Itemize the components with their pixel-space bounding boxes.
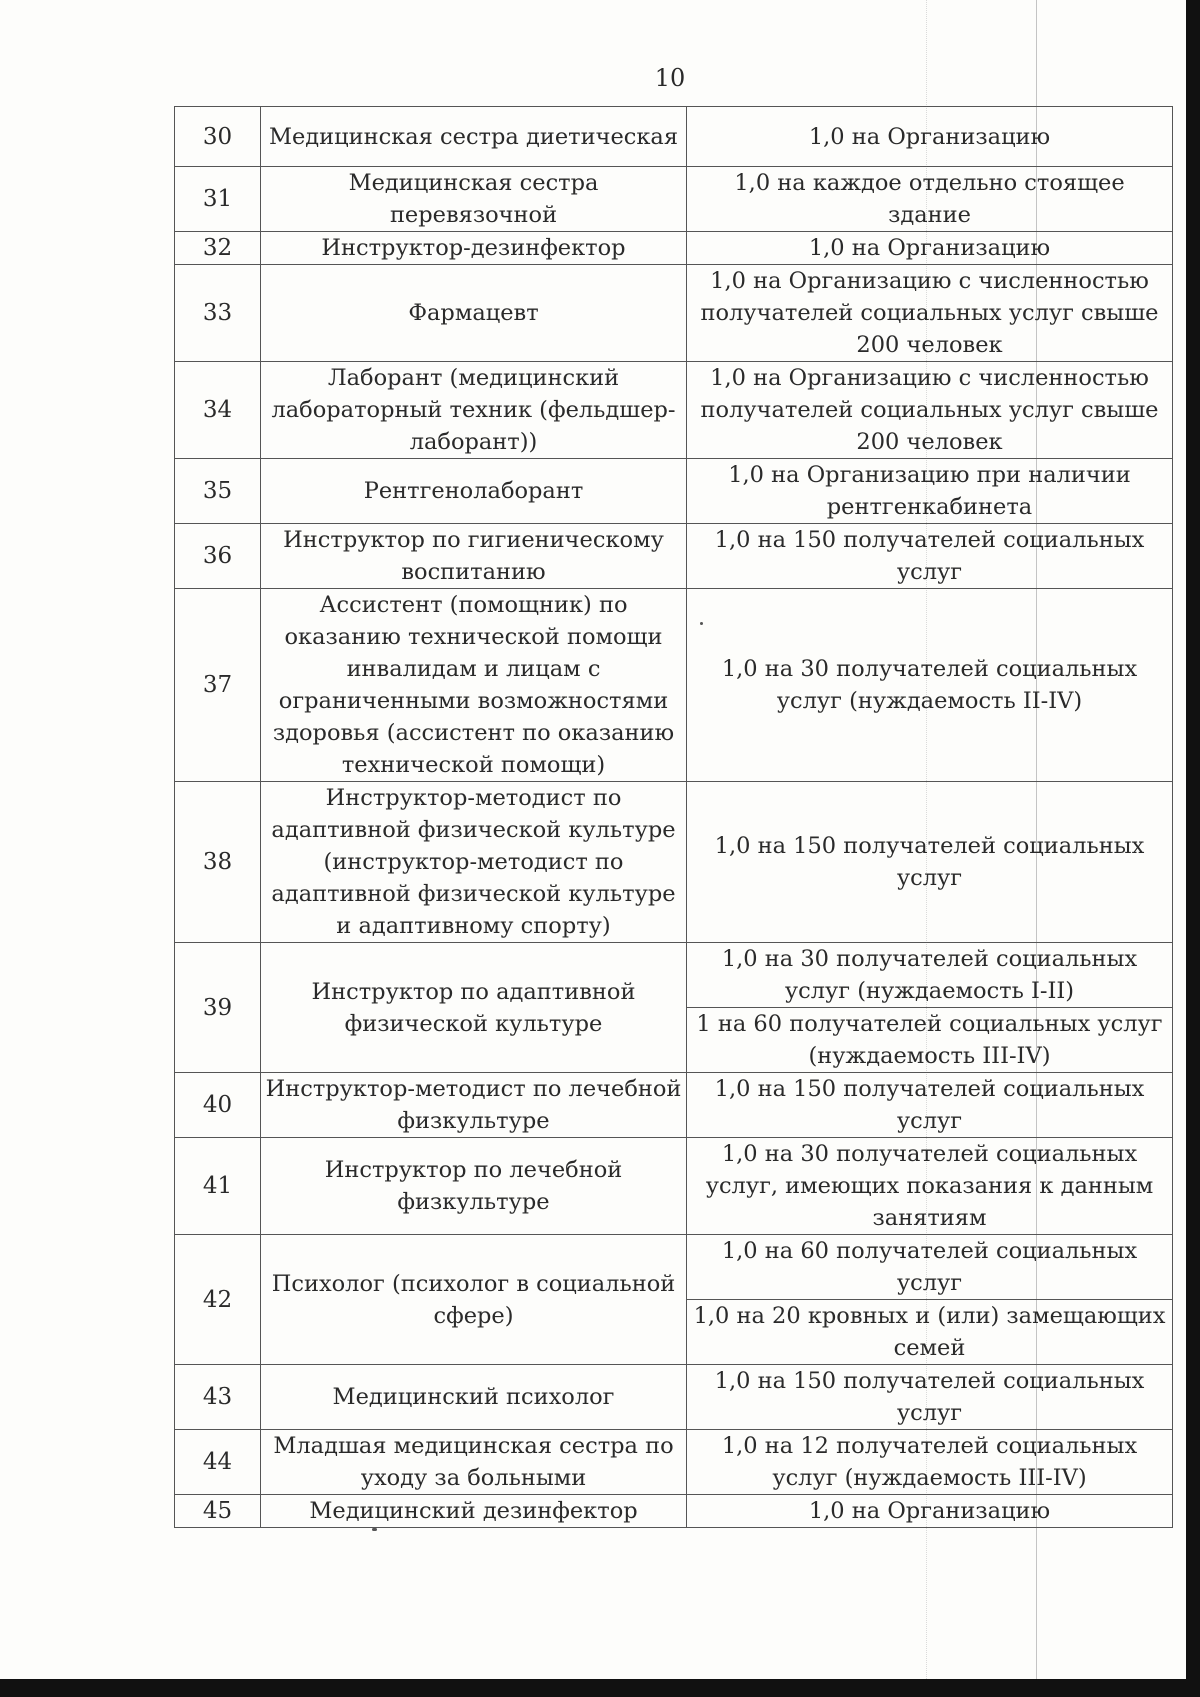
row-number: 35 bbox=[175, 459, 261, 524]
staffing-norm: 1,0 на Организацию при наличии рентгенкабинета bbox=[687, 459, 1173, 524]
position-title: Психолог (психолог в социальной сфере) bbox=[261, 1235, 687, 1365]
staffing-table-body bbox=[175, 107, 1173, 1528]
staffing-norm: 1,0 на 150 получателей социальных услуг bbox=[687, 524, 1173, 589]
page-number: 10 bbox=[654, 64, 686, 92]
staffing-norm: 1,0 на 30 получателей социальных услуг (нуждаемость I-II) bbox=[687, 943, 1173, 1008]
table-row bbox=[175, 782, 1173, 943]
staffing-norm: 1,0 на 150 получателей социальных услуг bbox=[687, 1365, 1173, 1430]
table-row bbox=[175, 524, 1173, 589]
position-title: Рентгенолаборант bbox=[261, 459, 687, 524]
position-title: Медицинская сестра перевязочной bbox=[261, 167, 687, 232]
scan-edge-right bbox=[1186, 0, 1200, 1697]
staffing-norm: 1,0 на каждое отдельно стоящее здание bbox=[687, 167, 1173, 232]
staffing-norm: 1,0 на 150 получателей социальных услуг bbox=[687, 782, 1173, 943]
staffing-norm: 1,0 на Организацию bbox=[687, 1495, 1173, 1528]
table-row bbox=[175, 1235, 1173, 1300]
row-number: 37 bbox=[175, 589, 261, 782]
staffing-table bbox=[174, 106, 1173, 1528]
row-number: 40 bbox=[175, 1073, 261, 1138]
position-title: Инструктор-дезинфектор bbox=[261, 232, 687, 265]
row-number: 30 bbox=[175, 107, 261, 167]
table-row bbox=[175, 167, 1173, 232]
position-title: Медицинская сестра диетическая bbox=[261, 107, 687, 167]
row-number: 34 bbox=[175, 362, 261, 459]
position-title: Инструктор по гигиеническому воспитанию bbox=[261, 524, 687, 589]
staffing-norm: 1,0 на 30 получателей социальных услуг, имеющих показания к данным занятиям bbox=[687, 1138, 1173, 1235]
table-row bbox=[175, 943, 1173, 1008]
position-title: Фармацевт bbox=[261, 265, 687, 362]
table-row bbox=[175, 1138, 1173, 1235]
position-title: Младшая медицинская сестра по уходу за больными bbox=[261, 1430, 687, 1495]
row-number: 42 bbox=[175, 1235, 261, 1365]
row-number: 32 bbox=[175, 232, 261, 265]
staffing-norm: 1,0 на Организацию с численностью получателей социальных услуг свыше 200 человек bbox=[687, 265, 1173, 362]
position-title: Инструктор по адаптивной физической культуре bbox=[261, 943, 687, 1073]
row-number: 36 bbox=[175, 524, 261, 589]
row-number: 39 bbox=[175, 943, 261, 1073]
position-title: Инструктор-методист по лечебной физкультуре bbox=[261, 1073, 687, 1138]
position-title: Ассистент (помощник) по оказанию технической помощи инвалидам и лицам с ограниченными возможностями здоровья (ассистент по оказанию технической помощи) bbox=[261, 589, 687, 782]
position-title: Инструктор по лечебной физкультуре bbox=[261, 1138, 687, 1235]
position-title: Лаборант (медицинский лабораторный техник (фельдшер-лаборант)) bbox=[261, 362, 687, 459]
staffing-norm: 1,0 на 30 получателей социальных услуг (нуждаемость II-IV) bbox=[687, 589, 1173, 782]
row-number: 44 bbox=[175, 1430, 261, 1495]
table-row bbox=[175, 1365, 1173, 1430]
table-row bbox=[175, 1495, 1173, 1528]
staffing-norm: 1,0 на Организацию bbox=[687, 107, 1173, 167]
table-row bbox=[175, 1430, 1173, 1495]
position-title: Медицинский дезинфектор bbox=[261, 1495, 687, 1528]
row-number: 45 bbox=[175, 1495, 261, 1528]
row-number: 43 bbox=[175, 1365, 261, 1430]
table-row bbox=[175, 1073, 1173, 1138]
table-row bbox=[175, 107, 1173, 167]
row-number: 38 bbox=[175, 782, 261, 943]
staffing-norm: 1,0 на 150 получателей социальных услуг bbox=[687, 1073, 1173, 1138]
table-row bbox=[175, 362, 1173, 459]
row-number: 33 bbox=[175, 265, 261, 362]
table-row bbox=[175, 589, 1173, 782]
scan-edge-bottom bbox=[0, 1679, 1200, 1697]
position-title: Медицинский психолог bbox=[261, 1365, 687, 1430]
table-row bbox=[175, 232, 1173, 265]
staffing-norm: 1,0 на 20 кровных и (или) замещающих семей bbox=[687, 1300, 1173, 1365]
table-row bbox=[175, 459, 1173, 524]
staffing-norm: 1,0 на 60 получателей социальных услуг bbox=[687, 1235, 1173, 1300]
table-row bbox=[175, 265, 1173, 362]
position-title: Инструктор-методист по адаптивной физической культуре (инструктор-методист по адаптивной физической культуре и адаптивному спорту) bbox=[261, 782, 687, 943]
row-number: 31 bbox=[175, 167, 261, 232]
staffing-norm: 1,0 на Организацию с численностью получателей социальных услуг свыше 200 человек bbox=[687, 362, 1173, 459]
staffing-norm: 1,0 на 12 получателей социальных услуг (нуждаемость III-IV) bbox=[687, 1430, 1173, 1495]
staffing-norm: 1 на 60 получателей социальных услуг (нуждаемость III-IV) bbox=[687, 1008, 1173, 1073]
staffing-norm: 1,0 на Организацию bbox=[687, 232, 1173, 265]
scan-speck bbox=[372, 1528, 377, 1531]
row-number: 41 bbox=[175, 1138, 261, 1235]
